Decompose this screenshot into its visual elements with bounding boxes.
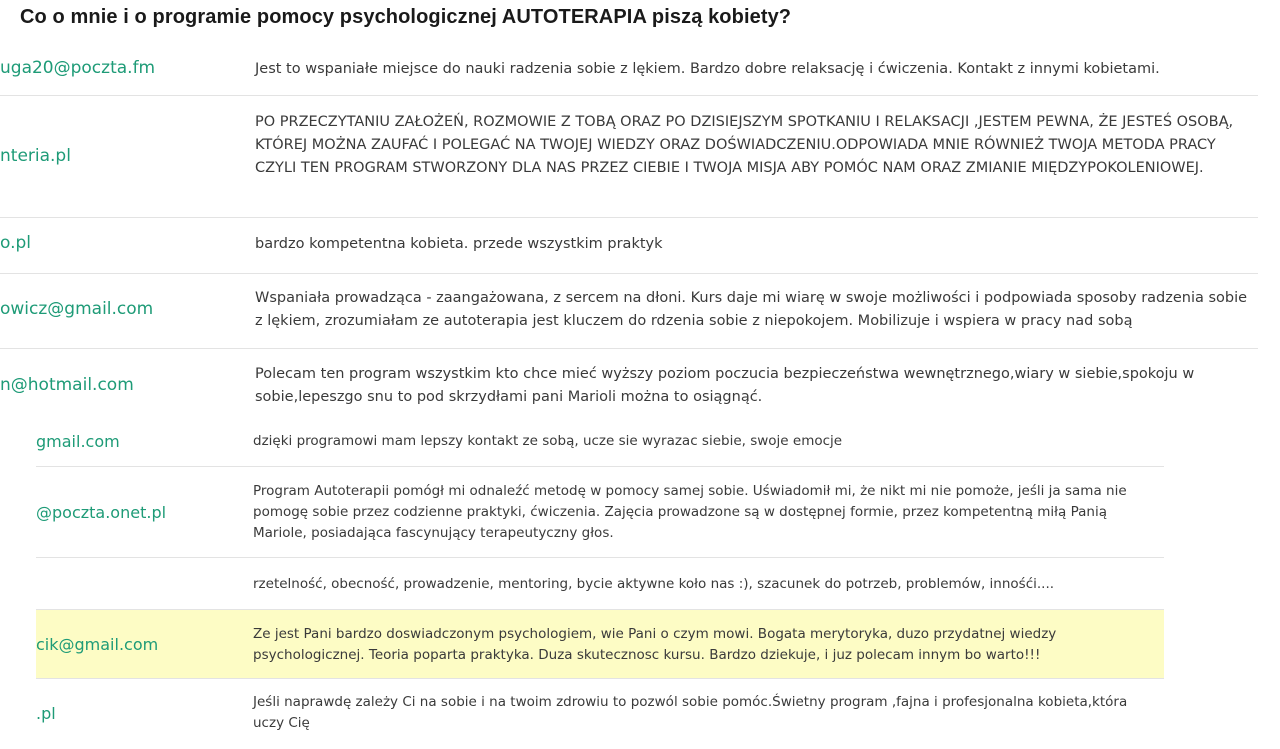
review-email: nteria.pl: [0, 146, 71, 166]
review-email: n@hotmail.com: [0, 375, 134, 395]
reviews-table-top: [0, 40, 1258, 416]
review-email: uga20@poczta.fm: [0, 58, 156, 78]
table-row: [36, 416, 1164, 466]
table-row: [0, 349, 1258, 416]
table-row-highlighted: [36, 610, 1164, 678]
review-email: owicz@gmail.com: [0, 299, 154, 319]
review-email: .pl: [36, 704, 56, 723]
review-comment: rzetelność, obecność, prowadzenie, mentoring, bycie aktywne koło nas :), szacunek do potrzeb, problemów, innośći....: [253, 576, 1055, 592]
review-comment: PO PRZECZYTANIU ZAŁOŻEŃ, ROZMOWIE Z TOBĄ ORAZ PO DZISIEJSZYM SPOTKANIU I RELAKSACJI ,JESTEM PEWNA, ŻE JESTEŚ OSOBĄ, KTÓREJ MOŻNA ZAUFAĆ I POLEGAĆ NA TWOJEJ WIEDZY ORAZ DOŚWIADCZENIU.ODPOWIADA MNIE RÓWNIEŻ TWOJA METODA PRACY CZYLI TEN PROGRAM STWORZONY DLA NAS PRZEZ CIEBIE I TWOJA MISJA ABY POMÓC NAM ORAZ ZMIANIE MIĘDZYPOKOLENIOWEJ.: [255, 114, 1234, 176]
table-row: [0, 40, 1258, 95]
table-row: [36, 679, 1164, 749]
review-comment: Jeśli naprawdę zależy Ci na sobie i na twoim zdrowiu to pozwól sobie pomóc.Świetny program ,fajna i profesjonalna kobieta,która uczy Cię: [253, 694, 1128, 731]
review-email: @poczta.onet.pl: [36, 503, 167, 522]
table-row: [0, 218, 1258, 273]
review-comment: bardzo kompetentna kobieta. przede wszystkim praktyk: [255, 236, 663, 252]
reviews-table-bottom: [36, 416, 1164, 731]
table-row: [0, 96, 1258, 217]
review-email: cik@gmail.com: [36, 635, 159, 654]
review-email: o.pl: [0, 233, 32, 253]
table-row: [36, 467, 1164, 557]
review-comment: Polecam ten program wszystkim kto chce mieć wyższy poziom poczucia bezpieczeństwa wewnętrznego,wiary w siebie,spokoju w sobie,lepeszgo snu to pod skrzydłami pani Marioli można to osiągnąć.: [255, 366, 1195, 405]
page-title: Co o mnie i o programie pomocy psychologicznej AUTOTERAPIA piszą kobiety?: [20, 6, 792, 28]
review-comment: Jest to wspaniałe miejsce do nauki radzenia sobie z lękiem. Bardzo dobre relaksację i ćwiczenia. Kontakt z innymi kobietami.: [255, 61, 1160, 77]
review-email: gmail.com: [36, 432, 120, 451]
table-row: [0, 274, 1258, 348]
review-comment: dzięki programowi mam lepszy kontakt ze sobą, ucze sie wyrazac siebie, swoje emocje: [253, 433, 843, 449]
review-comment: Wspaniała prowadząca - zaangażowana, z sercem na dłoni. Kurs daje mi wiarę w swoje możliwości i podpowiada sposoby radzenia sobie z lękiem, zrozumiałam ze autoterapia jest kluczem do rdzenia sobie z niepokojem. Mobilizuje i wspiera w pracy nad sobą: [255, 290, 1248, 329]
review-comment: Program Autoterapii pomógł mi odnaleźć metodę w pomocy samej sobie. Uświadomił mi, że nikt mi nie pomoże, jeśli ja sama nie pomogę sobie przez codzienne praktyki, ćwiczenia. Zajęcia prowadzone są w dostępnej formie, przez kompetentną miłą Panią Mariole, posiadająca fascynujący terapeutyczny głos.: [253, 483, 1127, 541]
table-row: [36, 558, 1164, 609]
review-comment: Ze jest Pani bardzo doswiadczonym psychologiem, wie Pani o czym mowi. Bogata merytoryka, duzo przydatnej wiedzy psychologicznej. Teoria poparta praktyka. Duza skutecznosc kursu. Bardzo dziekuje, i juz polecam innym bo warto!!!: [253, 626, 1057, 663]
